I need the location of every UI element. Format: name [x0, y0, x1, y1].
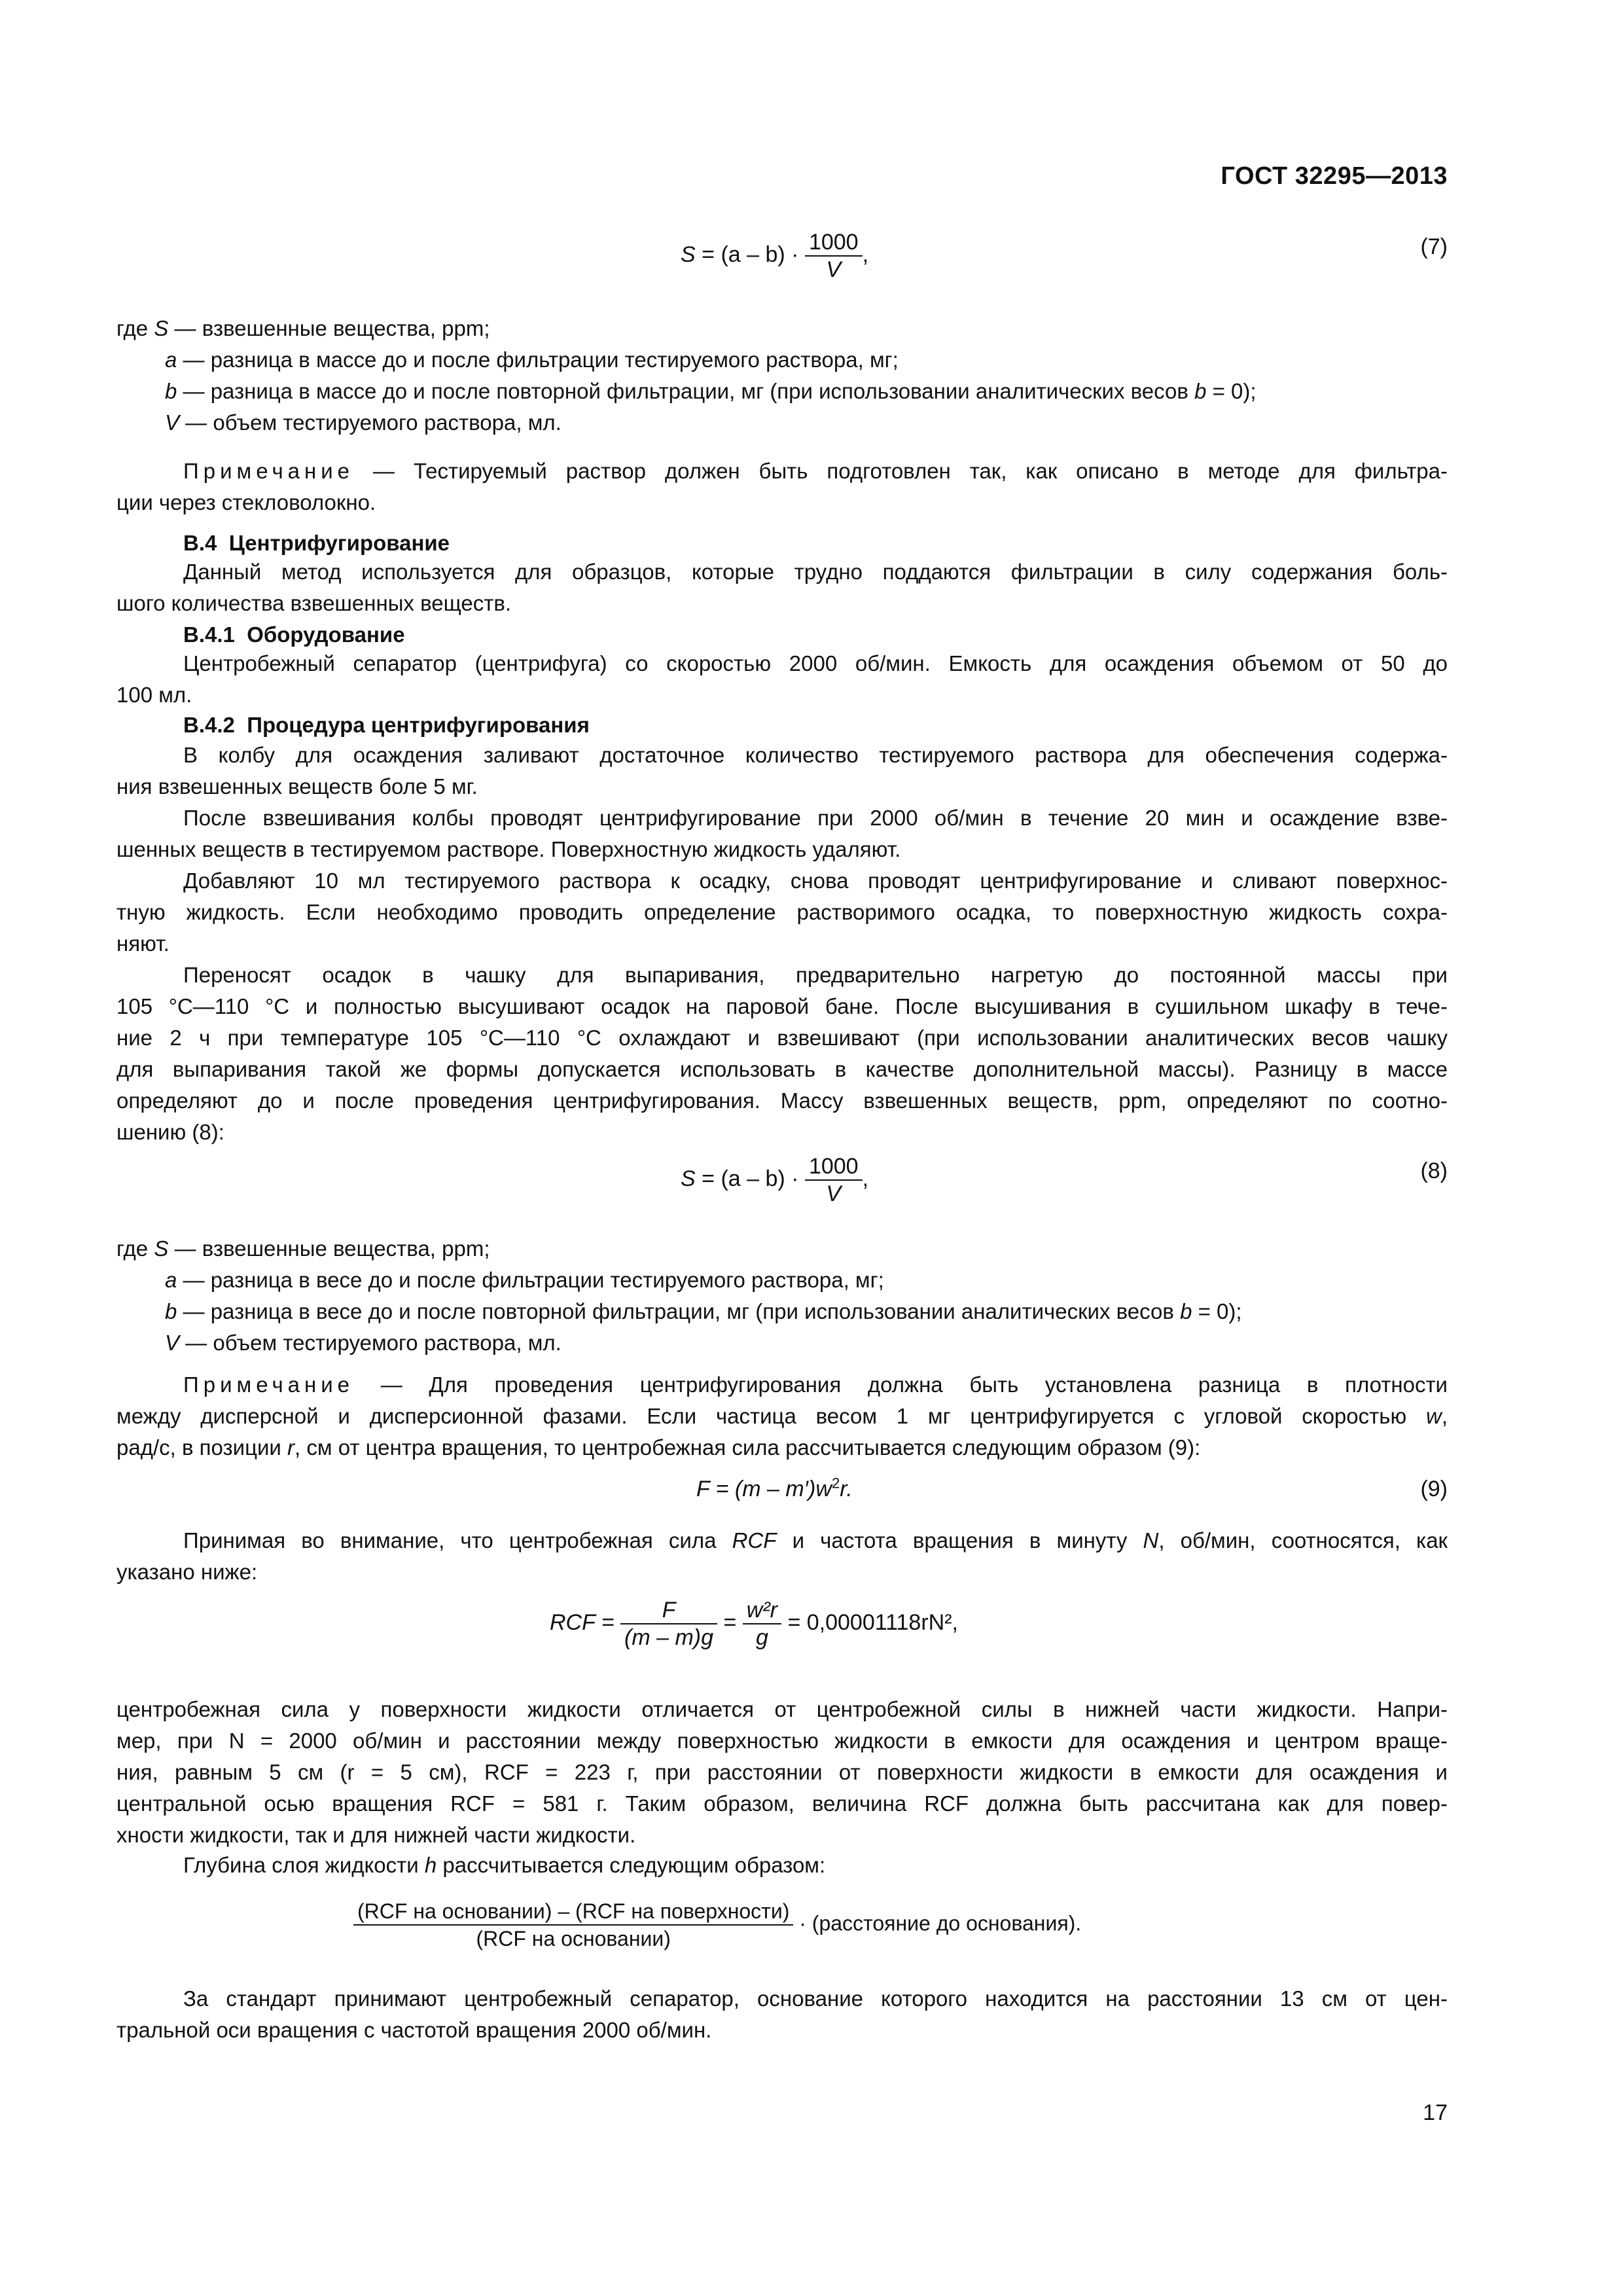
section-b4-heading: В.4 Центрифугирование [183, 531, 450, 555]
rcf-fraction-1: $\frac{F}{(m - m)g}$ [620, 1597, 717, 1651]
def8-s: где S — взвешенные вещества, ppm; [116, 1236, 490, 1261]
eq7-lhs: S [681, 242, 696, 267]
def8-a: a — разница в весе до и после фильтрации тестируемого раствора, мг; [165, 1268, 884, 1292]
equation-9: $F = (m - m')w^2r$. [696, 1475, 853, 1501]
eq7-numerator: 1000 [805, 229, 863, 257]
eq7-mid: = (a – b) · [702, 242, 799, 267]
section-b42-body: В колбу для осаждения заливают достаточное количество тестируемого раствора для обеспечения содержа- ния взвешенных веществ боле 5 мг. После взвешивания колбы проводят центрифугирование при 2000 об/мин в течение 20 мин и осаждение взве- шенных веществ в тестируемом растворе. Поверхностную жидкость удаляют. Добавляют 10 мл тестируемого раствора к осадку, снова проводят центрифугирование и сливают поверхнос- тную жидкость. Если необходимо проводить определение растворимого осадка, то поверхностную жидкость сохра- няют. Переносят осадок в чашку для выпаривания, предварительно нагретую до постоянной массы при 105 °С—110 °С и полностью высушивают осадок на паровой бане. После высушивания в сушильном шкафу в тече- ние 2 ч при температуре 105 °С—110 °С охлаждают и взвешивают (при использовании аналитических весов чашку для выпаривания такой же формы допускается использовать в качестве дополнительной массы). Разницу в массе определяют до и после проведения центрифугирования. Массу взвешенных веществ, ppm, определяют по соотно- шению (8): [116, 743, 1448, 1144]
section-b42-heading: В.4.2 Процедура центрифугирования [183, 713, 590, 737]
eq8-number: (8) [1420, 1158, 1448, 1183]
section-b4-paragraph: Данный метод используется для образцов, которые трудно поддаются фильтрации в силу содержания боль- шого количества взвешенных веществ. [116, 560, 1448, 615]
section-b41-heading: В.4.1 Оборудование [183, 622, 405, 647]
note1-line1 [116, 456, 1448, 487]
eq7-denominator: V [826, 257, 842, 282]
equation-depth: $\frac{\text{(RCF на основании) – (RCF на поверхности)}}{\text{(RCF на основании)}}$ · (расстояние до основания). [353, 1898, 1081, 1952]
note2-line2: между дисперсной и дисперсионной фазами. Если частица весом 1 мг центрифугируется с угловой скоростью w, [116, 1404, 1448, 1428]
document-header: ГОСТ 32295—2013 [1221, 162, 1448, 190]
equation-7 [681, 229, 868, 283]
paragraph-depth: Глубина слоя жидкости h рассчитывается следующим образом: [183, 1853, 826, 1877]
note2-line3: рад/с, в позиции r, см от центра вращения, то центробежная сила рассчитывается следующим образом (9): [116, 1435, 1201, 1460]
eq7-tail: , [862, 242, 869, 267]
def7-b: b — разница в массе до и после повторной фильтрации, мг (при использовании аналитических весов b = 0); [165, 379, 1257, 403]
def8-v: V — объем тестируемого раствора, мл. [165, 1331, 562, 1355]
eq8-fraction: $\frac{1000}{V}$ [805, 1153, 863, 1207]
definitions-7 [116, 313, 1448, 439]
paragraph-rcf-difference: центробежная сила у поверхности жидкости отличается от центробежной силы в нижней части жидкости. Напри- мер, при N = 2000 об/мин и расстоянии между поверхностью жидкости в емкости для осаждения и центром враще- ния, равным 5 см (r = 5 см), RCF = 223 г, при расстоянии от поверхности жидкости в емкости для осаждения и центральной осью вращения RCF = 581 г. Таким образом, величина RCF должна быть рассчитана как для повер- хности жидкости, так и для нижней части жидкости. [116, 1697, 1448, 1847]
section-b41-paragraph: Центробежный сепаратор (центрифуга) со скоростью 2000 об/мин. Емкость для осаждения объемом от 50 до 100 мл. [116, 651, 1448, 707]
note1-line2: ции через стекловолокно. [116, 490, 376, 514]
note1-text: — Тестируемый раствор должен быть подготовлен так, как описано в методе для фильтра- [354, 459, 1448, 483]
eq7-fraction [805, 229, 863, 283]
rcf-fraction-2: $\frac{\text{w²r}}{g}$ [743, 1597, 781, 1651]
note2-line1: Примечание — Для проведения центрифугирования должна быть установлена разница в плотности [183, 1372, 1448, 1397]
note1-label: Примечание [183, 459, 355, 483]
note-2 [116, 1369, 1448, 1463]
eq7-number: (7) [1420, 234, 1448, 259]
def8-b: b — разница в весе до и после повторной фильтрации, мг (при использовании аналитических весов b = 0); [165, 1299, 1242, 1323]
def7-s: где S — взвешенные вещества, ppm; [116, 316, 490, 340]
eq9-number: (9) [1420, 1477, 1448, 1501]
paragraph-rcf-intro: Принимая во внимание, что центробежная сила RCF и частота вращения в минуту N, об/мин, соотносятся, как указано ниже: [116, 1528, 1448, 1584]
depth-fraction: $\frac{\text{(RCF на основании) – (RCF на поверхности)}}{\text{(RCF на основании)}}$ [353, 1898, 793, 1952]
definitions-8 [116, 1233, 1448, 1359]
equation-rcf: RCF = $\frac{F}{(m - m)g}$ = $\frac{\text{w²r}}{g}$ = 0,00001118rN², [550, 1598, 958, 1650]
def7-v: V — объем тестируемого раствора, мл. [165, 410, 562, 435]
equation-8: S = (a – b) · $\frac{1000}{V}$ , [681, 1154, 869, 1206]
note-1 [116, 456, 1448, 518]
paragraph-standard: За стандарт принимают центробежный сепаратор, основание которого находится на расстоянии 13 см от цен- тральной оси вращения с частотой вращения 2000 об/мин. [116, 1986, 1448, 2042]
def7-a: a — разница в массе до и после фильтрации тестируемого раствора, мг; [165, 348, 899, 372]
page-number: 17 [1423, 2100, 1448, 2125]
